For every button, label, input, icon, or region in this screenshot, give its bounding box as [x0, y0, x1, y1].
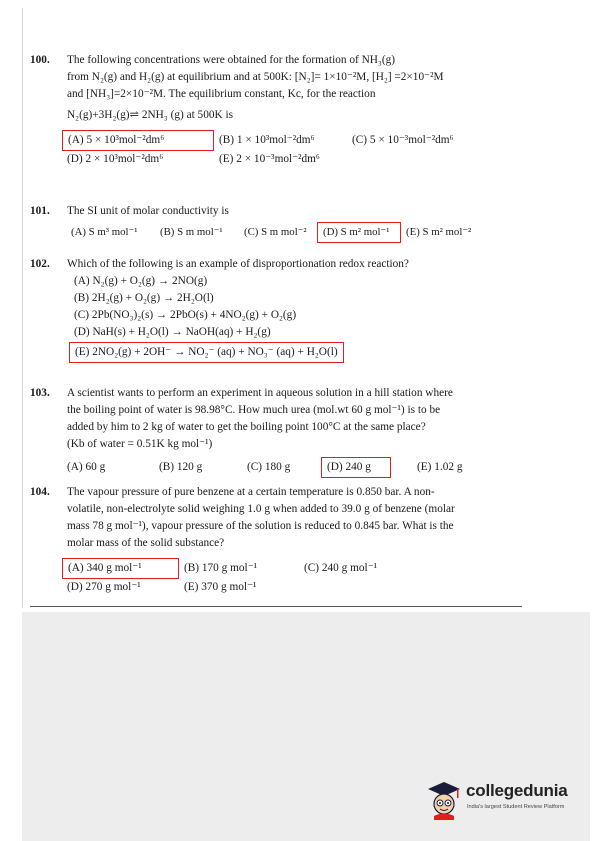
logo-wordmark: collegedunia [466, 781, 568, 800]
option-a: (A) S m³ mol⁻¹ [71, 226, 138, 238]
option-e: (E) S m² mol⁻² [406, 226, 472, 238]
question-text-line: A scientist wants to perform an experiment in aqueous solution in a hill station where [67, 387, 453, 399]
section-divider [30, 606, 522, 607]
option-c: (C) 240 g mol⁻¹ [304, 562, 378, 574]
question-number: 101. [30, 205, 50, 217]
option-c: (C) S m mol⁻² [244, 226, 307, 238]
option-e: (E) 370 g mol⁻¹ [184, 581, 257, 593]
option-b: (B) 170 g mol⁻¹ [184, 562, 258, 574]
collegedunia-logo [426, 778, 586, 824]
option-e-correct-answer: (E) 2NO₂(g) + 2OH⁻ → NO₂⁻ (aq) + NO₃⁻ (aq) + H₂O(l) [69, 342, 344, 363]
question-104 [30, 484, 500, 596]
option-b: (B) 120 g [159, 461, 203, 473]
option-c: (C) 5 × 10⁻³mol⁻²dm⁶ [352, 134, 454, 146]
option-d: (D) 2 × 10³mol⁻²dm⁶ [67, 153, 164, 165]
option-a-correct-answer: (A) 340 g mol⁻¹ [62, 558, 179, 579]
question-text-line: volatile, non-electrolyte solid weighing 1.0 g when added to 39.0 g of benzene (molar [67, 503, 455, 515]
question-number: 100. [30, 54, 50, 66]
question-100 [30, 52, 500, 168]
question-102 [30, 256, 500, 363]
option-b: (B) 2H₂(g) + O₂(g) → 2H₂O(l) [74, 292, 214, 304]
question-text-line: the boiling point of water is 98.98°C. How much urea (mol.wt 60 g mol⁻¹) is to be [67, 404, 441, 416]
option-e: (E) 1.02 g [417, 461, 463, 473]
graduate-mascot-icon [426, 780, 462, 820]
question-text-line: and [NH₃]=2×10⁻²M. The equilibrium constant, Kc, for the reaction [67, 88, 376, 100]
option-c: (C) 2Pb(NO₃)₂(s) → 2PbO(s) + 4NO₂(g) + O₂(g) [74, 309, 297, 321]
option-b: (B) 1 × 10³mol⁻²dm⁶ [219, 134, 315, 146]
question-text-line: The vapour pressure of pure benzene at a certain temperature is 0.850 bar. A non- [67, 486, 435, 498]
reaction-equation: N₂(g)+3H₂(g)⇌ 2NH₃ (g) at 500K is [67, 109, 234, 121]
question-text-line: from N₂(g) and H₂(g) at equilibrium and at 500K: [N₂]= 1×10⁻²M, [H₂] =2×10⁻²M [67, 71, 444, 83]
option-b: (B) S m mol⁻¹ [160, 226, 223, 238]
question-101 [30, 203, 500, 243]
question-number: 102. [30, 258, 50, 270]
option-d-correct-answer: (D) S m² mol⁻¹ [317, 222, 401, 243]
question-number: 104. [30, 486, 50, 498]
page-margin-rule [22, 8, 23, 608]
option-d: (D) NaH(s) + H₂O(l) → NaOH(aq) + H₂(g) [74, 326, 271, 338]
question-text: Which of the following is an example of disproportionation redox reaction? [67, 258, 409, 270]
option-e: (E) 2 × 10⁻³mol⁻²dm⁶ [219, 153, 320, 165]
question-text: The SI unit of molar conductivity is [67, 205, 229, 217]
question-number: 103. [30, 387, 50, 399]
question-text-line: added by him to 2 kg of water to get the boiling point 100°C at the same place? [67, 421, 426, 433]
option-a-correct-answer: (A) 5 × 10³mol⁻²dm⁶ [62, 130, 214, 151]
option-d-correct-answer: (D) 240 g [321, 457, 391, 478]
option-a: (A) N₂(g) + O₂(g) → 2NO(g) [74, 275, 208, 287]
question-text-line: The following concentrations were obtained for the formation of NH₃(g) [67, 54, 395, 66]
option-d: (D) 270 g mol⁻¹ [67, 581, 141, 593]
option-c: (C) 180 g [247, 461, 291, 473]
logo-tagline: India's largest Student Review Platform [467, 804, 565, 810]
question-text-line: (Kb of water = 0.51K kg mol⁻¹) [67, 438, 213, 450]
option-a: (A) 60 g [67, 461, 106, 473]
question-text-line: molar mass of the solid substance? [67, 537, 225, 549]
question-text-line: mass 78 g mol⁻¹), vapour pressure of the solution is reduced to 0.845 bar. What is the [67, 520, 454, 532]
question-103 [30, 385, 500, 478]
